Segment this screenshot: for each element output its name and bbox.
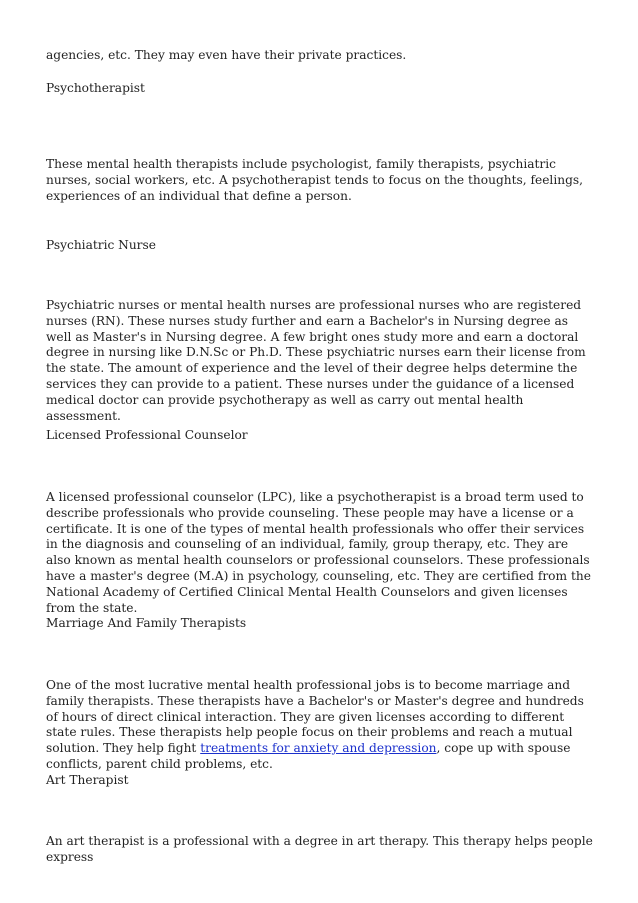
heading-psychiatric-nurse: Psychiatric Nurse (46, 238, 156, 252)
paragraph-text-before-link: One of the most lucrative mental health professional jobs is to become marriage and family therapists. These therapists have a Bachelor's or Master's degree and hundreds of hours of direct clinical interaction. They are given licenses according to different state rules. These therapists help people focus on their problems and reach a mutual solution. They help fight (46, 678, 584, 756)
heading-marriage-family-therapists: Marriage And Family Therapists (46, 616, 247, 630)
anxiety-depression-link[interactable]: treatments for anxiety and depression (200, 741, 437, 756)
paragraph-licensed-professional-counselor: A licensed professional counselor (LPC), like a psychotherapist is a broad term used to describe professionals who provide counseling. These people may have a license or a certificate. It is one of the types of mental health professionals who offer their services in the diagnosis and counseling of an individual, family, group therapy, etc. They are also known as mental health counselors or professional counselors. These professionals have a master's degree (M.A) in psychology, counseling, etc. They are certified from the National Academy of Certified Clinical Mental Health Counselors and given licenses from the state. (46, 490, 591, 615)
heading-art-therapist: Art Therapist (46, 773, 129, 787)
paragraph-psychiatric-nurse: Psychiatric nurses or mental health nurses are professional nurses who are registered nurses (RN). These nurses study further and earn a Bachelor's in Nursing degree as well as Master's in Nursing degree. A few bright ones study more and earn a doctoral degree in nursing like D.N.Sc or Ph.D. These psychiatric nurses earn their license from the state. The amount of experience and the level of their degree helps determine the services they can provide to a patient. These nurses under the guidance of a licensed medical doctor can provide psychotherapy as well as carry out mental health assessment. (46, 298, 586, 423)
heading-licensed-professional-counselor: Licensed Professional Counselor (46, 428, 248, 442)
heading-psychotherapist: Psychotherapist (46, 81, 145, 95)
paragraph-text-after-link: , cope up with spouse conflicts, parent child problems, etc. (46, 741, 571, 771)
paragraph-marriage-family-therapists (46, 678, 594, 773)
paragraph-psychotherapist: These mental health therapists include psychologist, family therapists, psychiatric nurses, social workers, etc. A psychotherapist tends to focus on the thoughts, feelings, experiences of an individual that define a person. (46, 157, 583, 203)
paragraph-art-therapist: An art therapist is a professional with a degree in art therapy. This therapy helps people express (46, 834, 593, 864)
intro-paragraph: agencies, etc. They may even have their private practices. (46, 48, 407, 62)
